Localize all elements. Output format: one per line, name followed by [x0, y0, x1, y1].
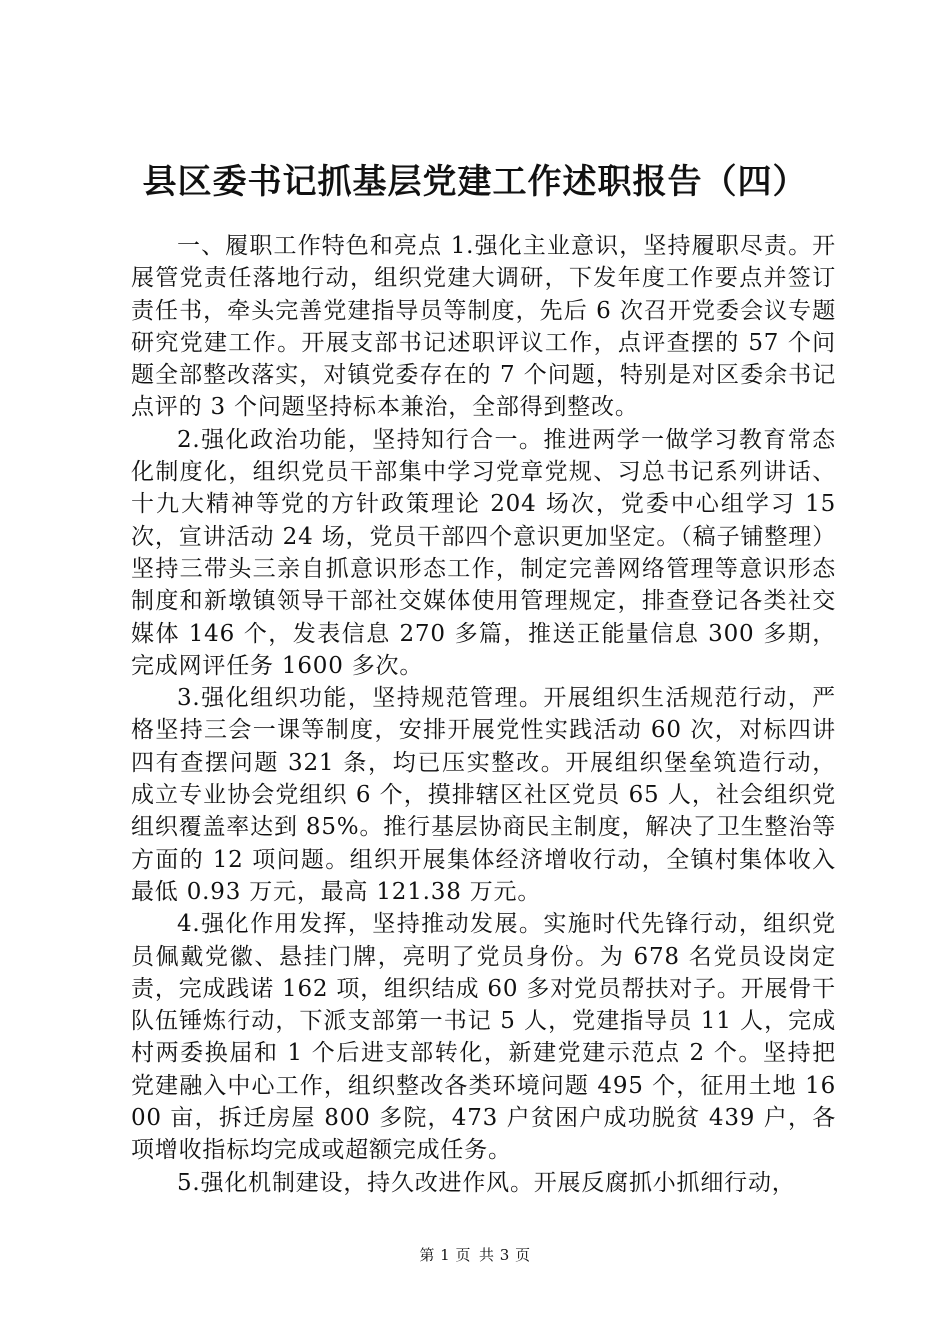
- paragraph-1: 一、履职工作特色和亮点 1.强化主业意识，坚持履职尽责。开展管党责任落地行动，组织党建大调研，下发年度工作要点并签订责任书，牵头完善党建指导员等制度，先后 6 次召开党委会议专题研究党建工作。开展支部书记述职评议工作，点评查摆的 57 个问题全部整改落实，对镇党委存在的 7 个问题，特别是对区委余书记点评的 3 个问题坚持标本兼治，全部得到整改。: [131, 233, 836, 421]
- paragraph-4: 4.强化作用发挥，坚持推动发展。实施时代先锋行动，组织党员佩戴党徽、悬挂门牌，亮明了党员身份。为 678 名党员设岗定责，完成践诺 162 项，组织结成 60 多对党员帮扶对子。开展骨干队伍锤炼行动，下派支部第一书记 5 人，党建指导员 11 人，完成村两委换届和 1 个后进支部转化，新建党建示范点 2 个。坚持把党建融入中心工作，组织整改各类环境问题 495 个，征用土地 1600 亩，拆迁房屋 800 多院，473 户贫困户成功脱贫 439 户，各项增收指标均完成或超额完成任务。: [131, 911, 836, 1164]
- document-title: 县区委书记抓基层党建工作述职报告（四）: [142, 162, 808, 202]
- paragraph-3: 3.强化组织功能，坚持规范管理。开展组织生活规范行动，严格坚持三会一课等制度，安排开展党性实践活动 60 次，对标四讲四有查摆问题 321 条，均已压实整改。开展组织堡垒筑造行动，成立专业协会党组织 6 个，摸排辖区社区党员 65 人，社会组织党组织覆盖率达到 85%。推行基层协商民主制度，解决了卫生整治等方面的 12 项问题。组织开展集体经济增收行动，全镇村集体收入最低 0.93 万元，最高 121.38 万元。: [131, 685, 836, 905]
- page-number: 第 1 页: [419, 1246, 471, 1264]
- document-body: [131, 230, 836, 1199]
- paragraph-2: 2.强化政治功能，坚持知行合一。推进两学一做学习教育常态化制度化，组织党员干部集中学习党章党规、习总书记系列讲话、十九大精神等党的方针政策理论 204 场次，党委中心组学习 15 次，宣讲活动 24 场，党员干部四个意识更加坚定。（稿子铺整理）坚持三带头三亲自抓意识形态工作，制定完善网络管理等意识形态制度和新墩镇领导干部社交媒体使用管理规定，排查登记各类社交媒体 146 个，发表信息 270 多篇，推送正能量信息 300 多期，完成网评任务 1600 多次。: [131, 426, 836, 679]
- page-footer: [0, 1245, 950, 1265]
- paragraph-5: 5.强化机制建设，持久改进作风。开展反腐抓小抓细行动，: [177, 1169, 796, 1196]
- page-total: 共 3 页: [479, 1246, 531, 1264]
